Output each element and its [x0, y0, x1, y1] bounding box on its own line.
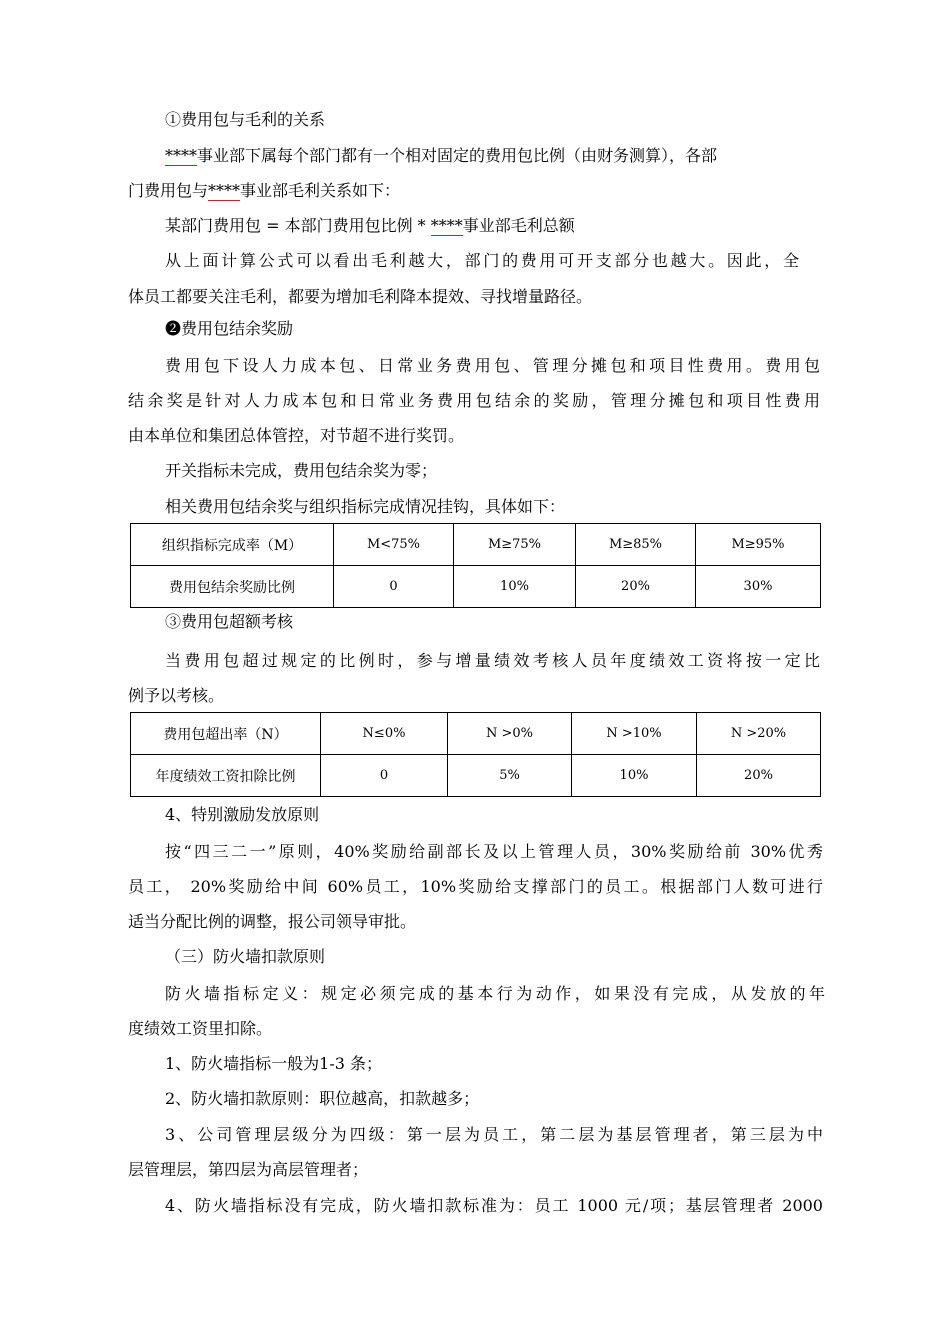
formula-line	[165, 216, 865, 236]
table-cell: 费用包结余奖励比例	[131, 566, 334, 608]
list-item: 2、防火墙扣款原则：职位越高，扣款越多；	[165, 1089, 480, 1108]
table-cell: 10%	[454, 566, 576, 608]
p1-line2-text: 事业部毛利关系如下：	[240, 181, 401, 200]
section4-line3: 适当分配比例的调整，报公司领导审批。	[128, 912, 417, 931]
section3-title: （三）防火墙扣款原则	[165, 947, 326, 966]
table-row	[131, 524, 821, 566]
table-cell: 20%	[697, 755, 821, 797]
stars-mark: ****	[208, 181, 241, 200]
table-cell: 年度绩效工资扣除比例	[131, 755, 321, 797]
p1-title: ①费用包与毛利的关系	[165, 110, 326, 129]
p2-line1: 费用包下设人力成本包、日常业务费用包、管理分摊包和项目性费用。费用包	[165, 356, 820, 375]
p1-line5: 体员工都要关注毛利，都要为增加毛利降本提效、寻找增量路径。	[128, 287, 593, 306]
table-cell: 0	[334, 566, 454, 608]
p1-line4: 从上面计算公式可以看出毛利越大，部门的费用可开支部分也越大。因此，全	[165, 251, 799, 270]
p2-line2: 结余奖是针对人力成本包和日常业务费用包结余的奖励，管理分摊包和项目性费用	[128, 391, 820, 410]
table-cell: M≥85%	[576, 524, 696, 566]
table-cell: M<75%	[334, 524, 454, 566]
table-cell: 20%	[576, 566, 696, 608]
p1-line1-text: 事业部下属每个部门都有一个相对固定的费用包比例（由财务测算），各部	[197, 146, 718, 165]
table-cell: 10%	[572, 755, 697, 797]
table-cell: N >20%	[697, 713, 821, 755]
section3-line2: 度绩效工资里扣除。	[128, 1019, 273, 1038]
stars-mark: ****	[430, 216, 463, 235]
p1-line2-start: 门费用包与	[128, 181, 209, 200]
p3-line2: 例予以考核。	[128, 686, 225, 705]
p2-title: ❷费用包结余奖励	[165, 319, 294, 338]
table-cell: N >0%	[448, 713, 572, 755]
table-cell: 0	[321, 755, 448, 797]
table-cell: N≤0%	[321, 713, 448, 755]
list-item-continuation: 层管理层，第四层为高层管理者；	[128, 1160, 369, 1179]
table-row	[131, 755, 821, 797]
formula-text: 事业部毛利总额	[462, 216, 575, 235]
p3-line1: 当费用包超过规定的比例时，参与增量绩效考核人员年度绩效工资将按一定比	[165, 651, 820, 670]
table-cell: 5%	[448, 755, 572, 797]
formula-start: 某部门费用包 = 本部门费用包比例 *	[165, 216, 431, 235]
section4-line2: 员工， 20%奖励给中间 60%员工，10%奖励给支撑部门的员工。根据部门人数可进行	[128, 877, 823, 896]
p2-line4: 开关指标未完成，费用包结余奖为零；	[165, 461, 438, 480]
section4-title: 4、特别激励发放原则	[165, 805, 320, 824]
p1-line2	[128, 181, 828, 201]
overspend-deduction-table	[130, 712, 821, 797]
table-cell: 30%	[696, 566, 821, 608]
p1-line1	[165, 146, 825, 166]
p3-title: ③费用包超额考核	[165, 612, 294, 631]
list-item: 1、防火墙指标一般为1-3 条；	[165, 1054, 383, 1073]
table-cell: 组织指标完成率（M）	[131, 524, 334, 566]
section4-line1: 按“四三二一”原则，40%奖励给副部长及以上管理人员，30%奖励给前 30%优秀	[165, 842, 823, 861]
table-cell: 费用包超出率（N）	[131, 713, 321, 755]
table-cell: M≥75%	[454, 524, 576, 566]
table-row	[131, 713, 821, 755]
section3-line1: 防火墙指标定义：规定必须完成的基本行为动作，如果没有完成，从发放的年	[165, 984, 825, 1003]
list-item: 4、防火墙指标没有完成，防火墙扣款标准为：员工 1000 元/项；基层管理者 2000	[165, 1196, 823, 1215]
p2-line3: 由本单位和集团总体管控，对节超不进行奖罚。	[128, 426, 465, 445]
table-cell: M≥95%	[696, 524, 821, 566]
bonus-ratio-table	[130, 523, 821, 608]
stars-mark: ****	[165, 146, 197, 165]
p2-line5: 相关费用包结余奖与组织指标完成情况挂钩，具体如下：	[165, 497, 566, 516]
list-item: 3、公司管理层级分为四级：第一层为员工，第二层为基层管理者，第三层为中	[165, 1125, 823, 1144]
table-row	[131, 566, 821, 608]
table-cell: N >10%	[572, 713, 697, 755]
